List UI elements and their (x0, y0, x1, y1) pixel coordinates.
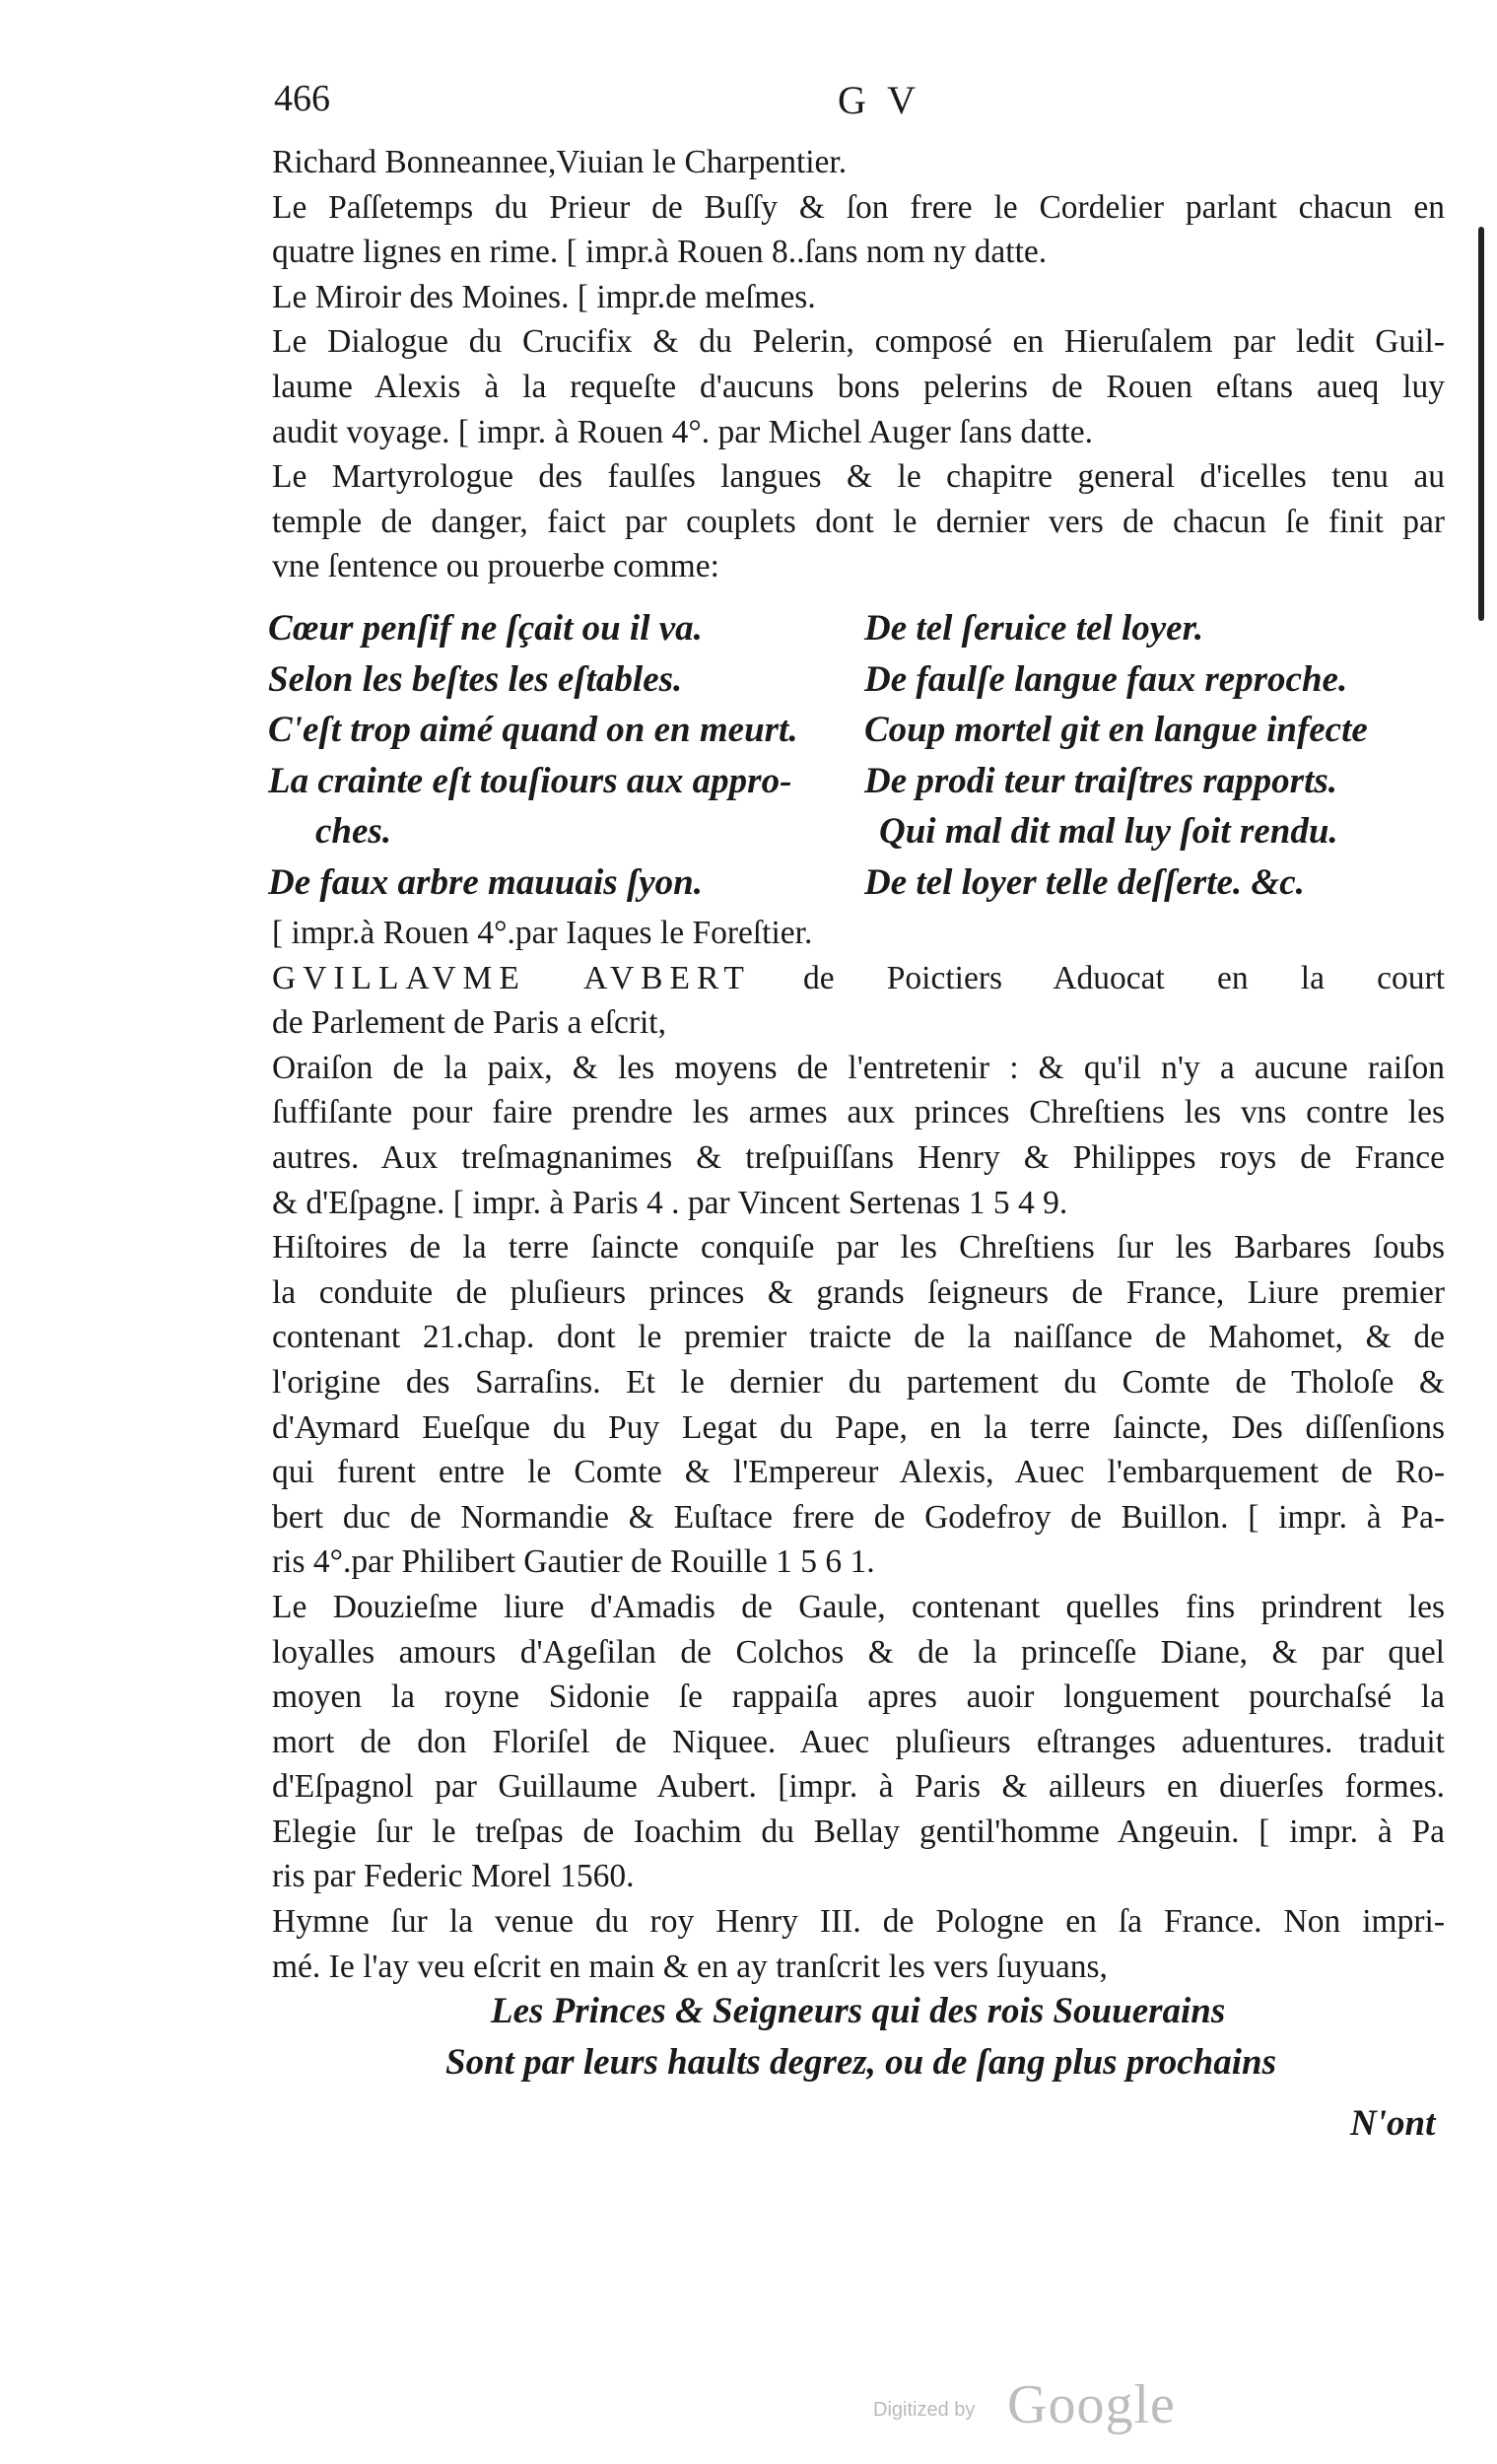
watermark-prefix: Digitized by (873, 2399, 976, 2421)
text-line: Richard Bonneannee,Viuian le Charpentier. (272, 144, 848, 180)
verse-line: De prodi teur traiſtres rapports. (864, 760, 1338, 801)
author-heading-line (272, 956, 1445, 1001)
text-line: l'origine des Sarraſins. Et le dernier du partement du Comte de Tholoſe & (272, 1363, 1445, 1401)
text-line: & d'Eſpagne. [ impr. à Paris 4 . par Vincent Sertenas 1 5 4 9. (272, 1184, 1068, 1221)
text-line: autres. Aux treſmagnanimes & treſpuiſſans Henry & Philippes roys de France (272, 1138, 1445, 1176)
google-logo: Google (1007, 2374, 1176, 2435)
text-line: Hiſtoires de la terre ſaincte conquiſe par les Chreſtiens ſur les Barbares ſoubs (272, 1229, 1445, 1266)
verse-line: De faux arbre mauuais ſyon. (268, 861, 703, 903)
text-line: de Parlement de Paris a eſcrit, (272, 1004, 666, 1042)
text-line: Oraiſon de la paix, & les moyens de l'entretenir : & qu'il n'y a aucune raiſon (272, 1049, 1445, 1086)
verse-line: Cœur penſif ne ſçait ou il va. (268, 608, 703, 649)
text-line: vne ſentence ou prouerbe comme: (272, 548, 719, 585)
verse-line: Selon les beſtes les eſtables. (268, 658, 683, 700)
text-line: Le Martyrologue des faulſes langues & le chapitre general d'icelles tenu au (272, 458, 1445, 496)
text-line: Hymne ſur la venue du roy Henry III. de Pologne en ſa France. Non impri- (272, 1903, 1445, 1941)
ode-line: Les Princes & Seigneurs qui des rois Souuerains (491, 1991, 1226, 2031)
text-block-2 (272, 911, 1445, 1989)
text-line: Le Paſſetemps du Prieur de Buſſy & ſon frere le Cordelier parlant chacun en (272, 188, 1445, 226)
verse-line: De faulſe langue faux reproche. (864, 658, 1348, 700)
ode-line: Sont par leurs haults degrez, ou de ſang plus prochains (445, 2042, 1276, 2083)
text-line: loyalles amours d'Ageſilan de Colchos & de la princeſſe Diane, & par quel (272, 1633, 1445, 1671)
page-number: 466 (274, 78, 330, 119)
text-line: laume Alexis à la requeſte d'aucuns bons pelerins de Rouen eſtans aueq luy (272, 368, 1445, 405)
page-header (266, 77, 1449, 126)
verse-line: De tel loyer telle deſſerte. &c. (864, 861, 1305, 903)
digitization-watermark (873, 2373, 1228, 2435)
text-line: moyen la royne Sidonie ſe rappaiſa apres auoir longuement pourchaſsé la (272, 1678, 1445, 1716)
text-line: Le Douzieſme liure d'Amadis de Gaule, contenant quelles fins prindrent les (272, 1588, 1445, 1625)
verse-line: C'eſt trop aimé quand on en meurt. (268, 710, 798, 750)
text-line: audit voyage. [ impr. à Rouen 4°. par Michel Auger ſans datte. (272, 413, 1094, 450)
verse-column-left (268, 603, 798, 908)
text-line: temple de danger, faict par couplets dont le dernier vers de chacun ſe finit par (272, 503, 1445, 540)
text-line: contenant 21.chap. dont le premier traicte de la naiſſance de Mahomet, & de (272, 1319, 1445, 1356)
text-line: d'Aymard Eueſque du Puy Legat du Pape, en la terre ſaincte, Des diſſenſions (272, 1408, 1445, 1446)
verse-line: ches. (315, 811, 392, 852)
text-line: bert duc de Normandie & Euſtace frere de Godefroy de Buillon. [ impr. à Pa- (272, 1498, 1445, 1536)
text-line: d'Eſpagnol par Guillaume Aubert. [impr. à Paris & ailleurs en diuerſes formes. (272, 1768, 1445, 1806)
verse-line: Coup mortel git en langue infecte (864, 710, 1368, 750)
text-line: [ impr.à Rouen 4°.par Iaques le Foreſtier. (272, 915, 813, 951)
text-line: qui furent entre le Comte & l'Empereur Alexis, Auec l'embarquement de Ro- (272, 1454, 1445, 1491)
text-line: mé. Ie l'ay veu eſcrit en main & en ay tranſcrit les vers ſuyuans, (272, 1948, 1108, 1985)
text-line: ſuffiſante pour faire prendre les armes aux princes Chreſtiens les vns contre les (272, 1094, 1445, 1131)
verse-line: Qui mal dit mal luy ſoit rendu. (879, 811, 1338, 852)
text-line: la conduite de pluſieurs princes & grands ſeigneurs de France, Liure premier (272, 1273, 1445, 1311)
text-line: ris 4°.par Philibert Gautier de Rouille 1 5 6 1. (272, 1543, 875, 1581)
verse-line: La crainte eſt touſiours aux appro- (268, 760, 792, 801)
text-line: Le Dialogue du Crucifix & du Pelerin, composé en Hieruſalem par ledit Guil- (272, 323, 1445, 361)
text-line: quatre lignes en rime. [ impr.à Rouen 8..ſans nom ny datte. (272, 234, 1048, 271)
author-description: de Poictiers Aduocat en la court (750, 959, 1445, 996)
running-head: G V (838, 78, 922, 122)
text-line: Le Miroir des Moines. [ impr.de meſmes. (272, 278, 816, 315)
text-line: ris par Federic Morel 1560. (272, 1858, 635, 1895)
catchword: N'ont (1350, 2103, 1436, 2144)
text-line: Elegie ſur le treſpas de Ioachim du Bellay gentil'homme Angeuin. [ impr. à Pa (272, 1813, 1445, 1850)
text-block-1 (272, 140, 1445, 589)
author-name: GVILLAVME AVBERT (272, 959, 751, 996)
verse-line: De tel ſeruice tel loyer. (864, 608, 1204, 649)
page-edge-shadow (1478, 227, 1484, 621)
verse-column-right (864, 603, 1368, 908)
text-line: mort de don Floriſel de Niquee. Auec pluſieurs eſtranges aduentures. traduit (272, 1723, 1445, 1760)
